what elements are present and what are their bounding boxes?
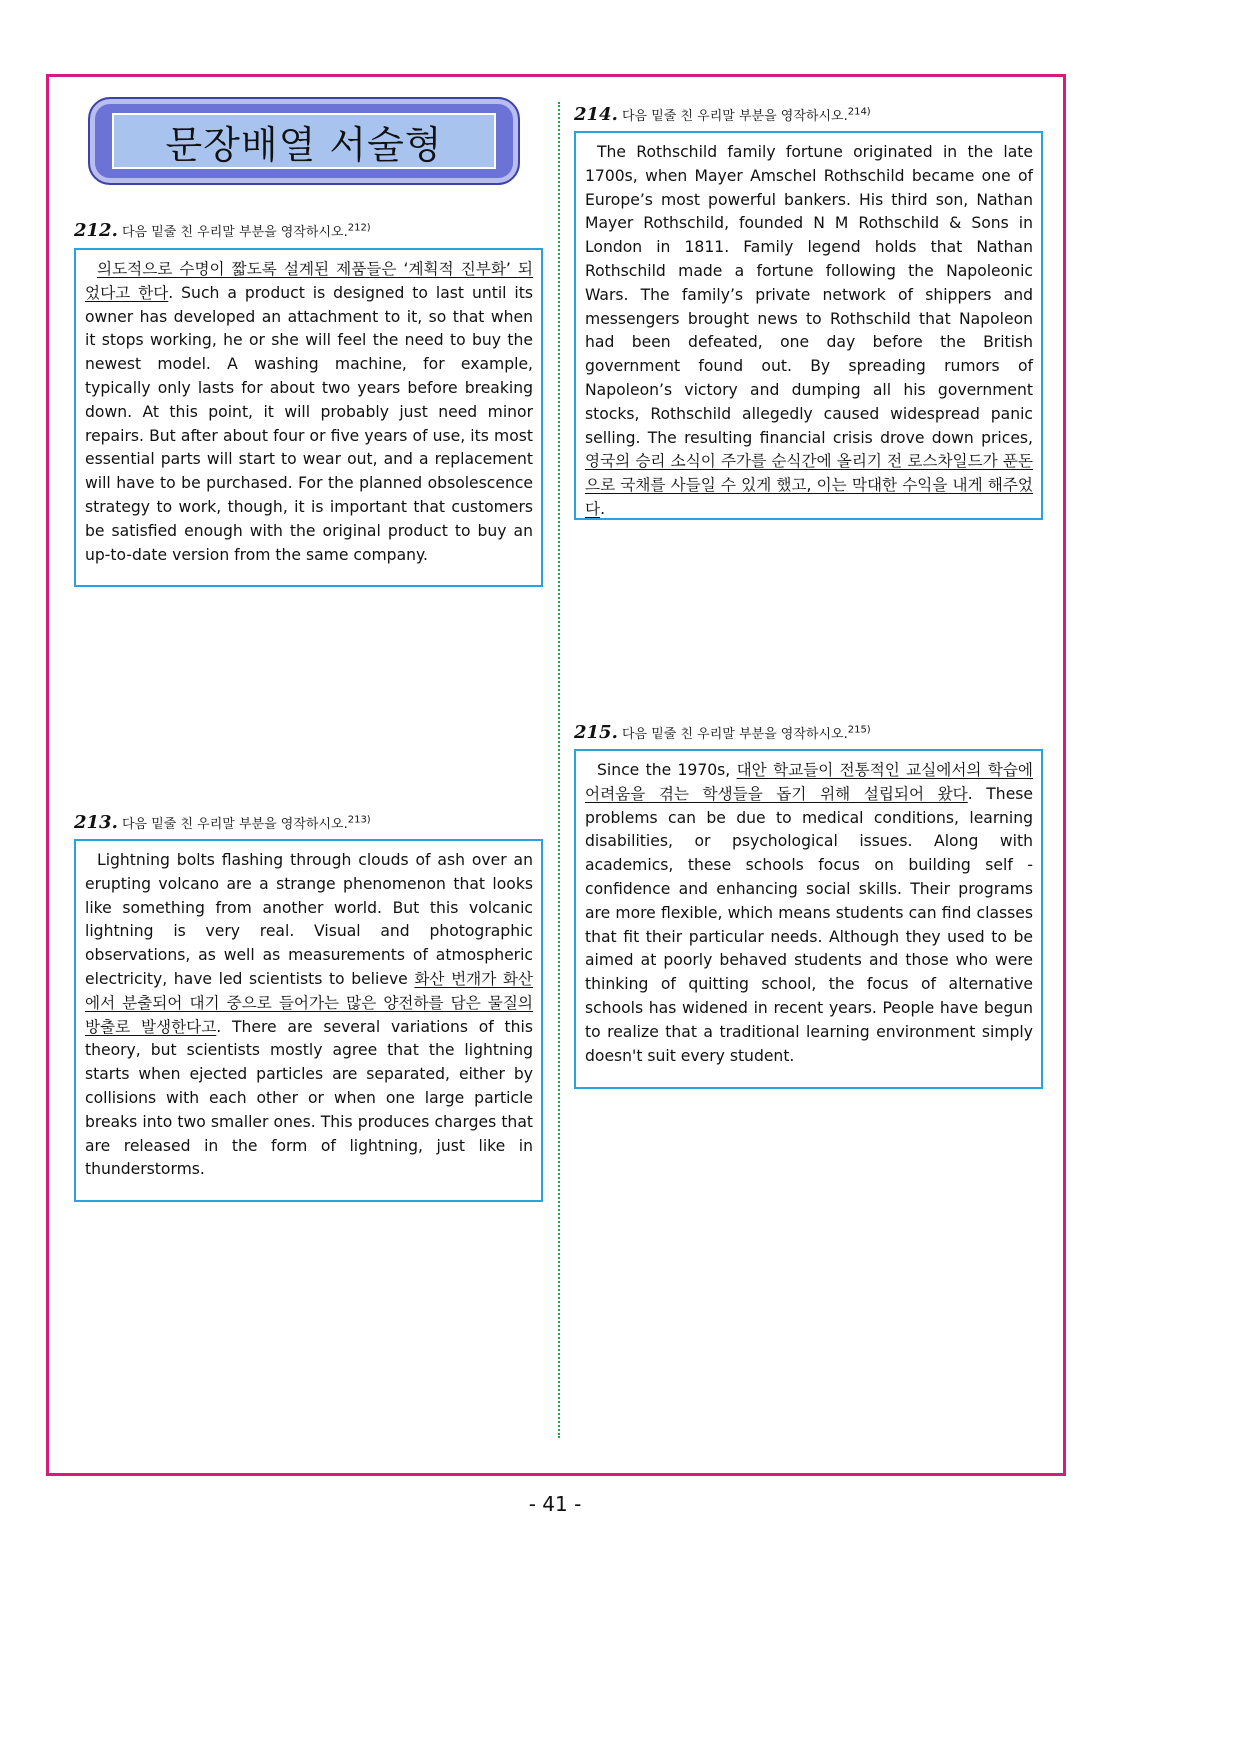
- passage-after: . These problems can be due to medical conditions, learning disabilities, or psychological issues. Along with academics, these schools focus on building self - confidence and enhancing social skills. Their programs are more flexible, which means students can find classes that fit their particular needs. Although they used to be aimed at poorly behaved students and those who were thinking of quitting school, the focus of alternative schools has widened in recent years. People have begun to realize that a traditional learning environment simply doesn't suit every student.: [585, 784, 1034, 1065]
- passage-text: [585, 141, 1033, 522]
- question-215-heading: [574, 722, 871, 743]
- footnote-marker: 212): [347, 222, 371, 234]
- footnote-marker: 213): [347, 814, 371, 826]
- question-215-passage: [574, 749, 1043, 1089]
- passage-body: . Such a product is designed to last until its owner has developed an attachment to it, so that when it stops working, he or she will feel the need to buy the newest model. A washing machine, for example, typically only lasts for about two years before breaking down. At this point, it will probably just need minor repairs. But after about four or five years of use, its most essential parts will start to wear out, and a replacement will have to be purchased. For the planned obsolescence strategy to work, though, it is important that customers be satisfied enough with the original product to buy an up-to-date version from the same company.: [85, 283, 533, 564]
- question-instruction: 다음 밑줄 친 우리말 부분을 영작하시오.: [121, 817, 348, 832]
- question-number: 213.: [74, 812, 118, 833]
- section-title-panel: [112, 113, 496, 169]
- underlined-korean: 대안 학교들이 전통적인 교실에서의 학습에 어려움을 겪는 학생들을 돕기 위해 설립되어 왔다: [585, 761, 1033, 803]
- passage-before: Lightning bolts flashing through clouds of ash over an erupting volcano are a strange phenomenon that looks like something from another world. But this volcanic lightning is very real. Visual and photographic observations, as well as measurements of atmospheric electricity, have led scientists to believe: [85, 851, 533, 988]
- footnote-marker: 214): [847, 106, 871, 118]
- passage-text: [85, 258, 533, 567]
- passage-after: .: [600, 499, 606, 518]
- question-number: 212.: [74, 220, 118, 241]
- column-divider: [558, 102, 560, 1438]
- question-214-heading: [574, 104, 871, 125]
- passage-text: [85, 849, 533, 1182]
- question-214-passage: [574, 131, 1043, 520]
- passage-text: [585, 759, 1033, 1068]
- question-instruction: 다음 밑줄 친 우리말 부분을 영작하시오.: [621, 109, 848, 124]
- underlined-korean: 영국의 승리 소식이 주가를 순식간에 올리기 전 로스차일드가 푼돈으로 국채를 사들일 수 있게 했고, 이는 막대한 수익을 내게 해주었다: [585, 452, 1033, 518]
- underlined-korean: 화산 번개가 화산에서 분출되어 대기 중으로 들어가는 많은 양전하를 담은 물질의 방출로 발생한다고: [85, 969, 533, 1036]
- question-213-passage: [74, 839, 543, 1202]
- question-212-heading: [74, 220, 371, 241]
- question-212-passage: [74, 248, 543, 587]
- section-title: 문장배열 서술형: [165, 122, 443, 167]
- footnote-marker: 215): [847, 724, 871, 736]
- question-number: 214.: [574, 104, 618, 125]
- underlined-korean: 의도적으로 수명이 짧도록 설계된 제품들은 ‘계획적 진부화’ 되었다고 한다: [85, 260, 533, 302]
- question-213-heading: [74, 812, 371, 833]
- section-title-banner: [88, 97, 520, 185]
- question-number: 215.: [574, 722, 618, 743]
- question-instruction: 다음 밑줄 친 우리말 부분을 영작하시오.: [121, 225, 348, 240]
- passage-before: Since the 1970s,: [597, 761, 737, 779]
- passage-before: The Rothschild family fortune originated in the late 1700s, when Mayer Amschel Rothschild became one of Europe’s most powerful bankers. His third son, Nathan Mayer Rothschild, founded N M Rothschild & Sons in London in 1811. Family legend holds that Nathan Rothschild made a fortune following the Napoleonic Wars. The family’s private network of shippers and messengers brought news to Rothschild that Napoleon had been defeated, one day before the British government found out. By spreading rumors of Napoleon’s victory and dumping all his government stocks, Rothschild allegedly caused widespread panic selling. The resulting financial crisis drove down prices,: [585, 143, 1033, 447]
- page-number: - 41 -: [528, 1492, 582, 1516]
- question-instruction: 다음 밑줄 친 우리말 부분을 영작하시오.: [621, 727, 848, 742]
- passage-after: . There are several variations of this theory, but scientists mostly agree that the lightning starts when ejected particles are separated, either by collisions with each other or when one large particle breaks into two smaller ones. This produces charges that are released in the form of lightning, just like in thunderstorms.: [85, 1017, 534, 1179]
